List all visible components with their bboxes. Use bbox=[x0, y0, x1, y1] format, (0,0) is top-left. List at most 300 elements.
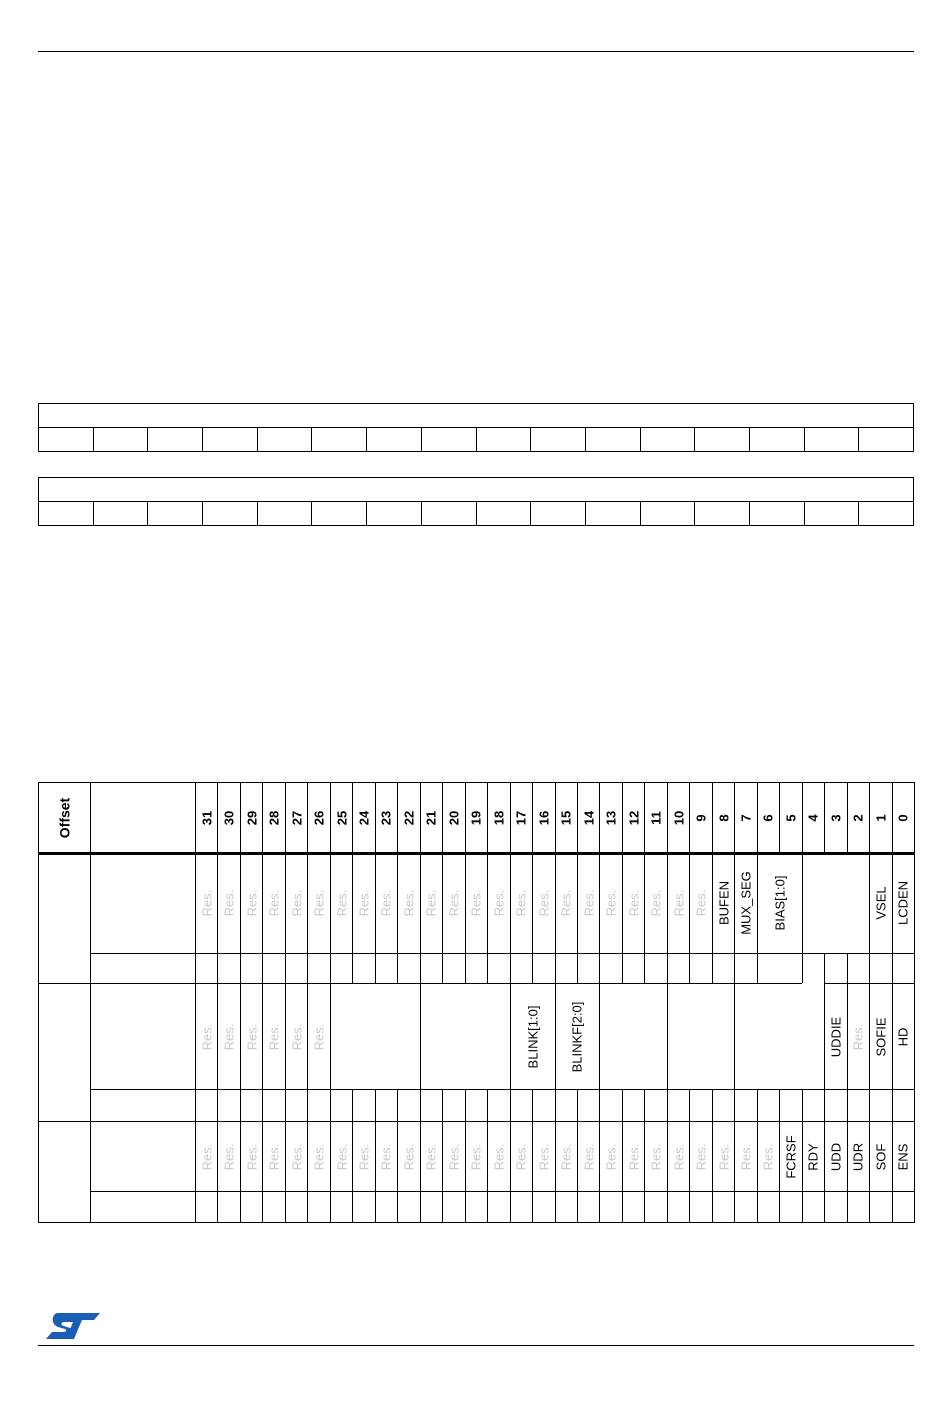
reset-value-cell bbox=[285, 953, 307, 983]
reset-value-cell bbox=[285, 1089, 307, 1121]
table-cell bbox=[476, 428, 531, 452]
reset-value-cell bbox=[622, 1089, 644, 1121]
reserved-field-cell bbox=[442, 852, 464, 953]
register-field-cell bbox=[330, 983, 420, 1089]
table-cell bbox=[203, 502, 258, 526]
reserved-field-cell bbox=[240, 1121, 262, 1191]
bit-number-cell bbox=[285, 782, 307, 852]
register-field-cell bbox=[420, 983, 510, 1089]
bit-number: 29 bbox=[244, 810, 260, 825]
register-field-cell bbox=[892, 852, 914, 953]
reserved-field-label: Res. bbox=[513, 889, 529, 917]
reserved-field-label: Res. bbox=[850, 1023, 866, 1050]
reset-value-cell bbox=[240, 1191, 262, 1223]
reserved-field-cell bbox=[712, 1121, 734, 1191]
reset-value-cell bbox=[577, 1191, 599, 1223]
table-cell bbox=[585, 502, 640, 526]
field-name: MUX_SEG bbox=[738, 871, 754, 935]
offset-header: Offset bbox=[56, 797, 72, 838]
reset-value-cell bbox=[375, 1191, 397, 1223]
reserved-field-label: Res. bbox=[244, 1143, 260, 1170]
register-field-cell bbox=[555, 983, 600, 1089]
register-field-cell bbox=[892, 1121, 914, 1191]
reserved-field-label: Res. bbox=[199, 1023, 215, 1050]
bit-number-cell bbox=[712, 782, 734, 852]
reset-value-cell bbox=[734, 1191, 756, 1223]
reserved-field-label: Res. bbox=[221, 1023, 237, 1050]
reserved-field-label: Res. bbox=[356, 889, 372, 917]
register-map-table bbox=[38, 782, 915, 1223]
table-cell bbox=[39, 502, 94, 526]
reset-value-cell bbox=[465, 1191, 487, 1223]
reset-value-cell bbox=[734, 1089, 756, 1121]
reset-value-cell bbox=[375, 1089, 397, 1121]
reserved-field-cell bbox=[622, 852, 644, 953]
register-offset-cell bbox=[38, 983, 90, 1121]
reserved-field-cell bbox=[757, 1121, 779, 1191]
register-field-cell bbox=[847, 1121, 869, 1191]
reset-value-cell bbox=[712, 1089, 734, 1121]
reserved-field-label: Res. bbox=[513, 1143, 529, 1170]
field-name: BLINK[1:0] bbox=[525, 1005, 541, 1068]
reserved-field-label: Res. bbox=[311, 889, 327, 917]
empty-register-table-1 bbox=[38, 403, 914, 452]
reset-value-cell bbox=[824, 1191, 846, 1223]
reserved-field-label: Res. bbox=[603, 1143, 619, 1170]
reset-value-cell bbox=[487, 1191, 509, 1223]
bit-number: 21 bbox=[423, 810, 439, 825]
reset-value-cell bbox=[622, 1191, 644, 1223]
bit-number: 18 bbox=[491, 810, 507, 825]
register-field-cell bbox=[734, 983, 801, 1089]
reset-value-cell bbox=[779, 1191, 801, 1223]
reset-value-cell bbox=[397, 953, 419, 983]
field-name: UDR bbox=[850, 1142, 866, 1171]
bit-number: 2 bbox=[850, 813, 866, 822]
reset-value-cell bbox=[689, 1191, 711, 1223]
bit-number: 19 bbox=[468, 810, 484, 825]
bit-number-cell bbox=[487, 782, 509, 852]
reserved-field-cell bbox=[285, 983, 307, 1089]
reserved-field-cell bbox=[555, 1121, 577, 1191]
reset-value-cell bbox=[802, 1191, 824, 1223]
reserved-field-cell bbox=[622, 1121, 644, 1191]
reserved-field-cell bbox=[352, 1121, 374, 1191]
reserved-field-label: Res. bbox=[289, 889, 305, 917]
bit-number: 11 bbox=[648, 810, 664, 825]
register-field-cell bbox=[824, 983, 846, 1089]
table-cell bbox=[804, 428, 859, 452]
bit-number: 31 bbox=[199, 810, 215, 825]
bit-number-cell bbox=[892, 782, 914, 852]
field-name: BLINKF[2:0] bbox=[569, 1001, 585, 1072]
table-cell bbox=[257, 428, 312, 452]
reset-value-cell bbox=[420, 1191, 442, 1223]
bit-number: 20 bbox=[446, 810, 462, 825]
bit-number: 23 bbox=[378, 810, 394, 825]
table-cell bbox=[39, 428, 94, 452]
header-rule bbox=[38, 51, 914, 52]
reset-value-cell bbox=[262, 1089, 284, 1121]
bit-number: 0 bbox=[895, 813, 911, 822]
reset-value-cell bbox=[644, 1191, 666, 1223]
reserved-field-label: Res. bbox=[671, 889, 687, 917]
bit-number-cell bbox=[757, 782, 779, 852]
reserved-field-label: Res. bbox=[468, 889, 484, 917]
reset-value-cell bbox=[532, 953, 554, 983]
reserved-field-label: Res. bbox=[356, 1143, 372, 1170]
reserved-field-label: Res. bbox=[378, 889, 394, 917]
table-cell bbox=[585, 428, 640, 452]
reset-value-cell bbox=[487, 953, 509, 983]
reset-value-cell bbox=[555, 1089, 577, 1121]
reset-value-cell bbox=[397, 1089, 419, 1121]
reserved-field-cell bbox=[375, 852, 397, 953]
bit-number: 5 bbox=[783, 813, 799, 822]
bit-number-cell bbox=[824, 782, 846, 852]
reset-value-cell bbox=[577, 1089, 599, 1121]
reserved-field-label: Res. bbox=[244, 1023, 260, 1050]
table-cell bbox=[695, 428, 750, 452]
reset-value-cell bbox=[644, 953, 666, 983]
reserved-field-cell bbox=[285, 852, 307, 953]
table-cell bbox=[531, 502, 586, 526]
reserved-field-label: Res. bbox=[558, 1143, 574, 1170]
reset-value-cell bbox=[307, 953, 329, 983]
reserved-field-cell bbox=[577, 852, 599, 953]
reserved-field-label: Res. bbox=[311, 1023, 327, 1050]
reset-value-cell bbox=[510, 1191, 532, 1223]
reserved-field-cell bbox=[510, 852, 532, 953]
bit-number-cell bbox=[195, 782, 217, 852]
register-field-cell bbox=[779, 1121, 801, 1191]
register-field-cell bbox=[869, 852, 891, 953]
reserved-field-cell bbox=[397, 852, 419, 953]
reset-value-cell bbox=[599, 953, 621, 983]
table-cell bbox=[859, 428, 914, 452]
register-name-cell bbox=[90, 852, 195, 953]
bit-number: 1 bbox=[873, 813, 889, 822]
reset-value-cell bbox=[622, 953, 644, 983]
table-cell bbox=[367, 428, 422, 452]
bit-number-cell bbox=[869, 782, 891, 852]
bit-number: 10 bbox=[671, 810, 687, 825]
reset-value-cell bbox=[667, 1089, 689, 1121]
reserved-field-cell bbox=[667, 1121, 689, 1191]
reserved-field-cell bbox=[420, 852, 442, 953]
reserved-field-label: Res. bbox=[491, 889, 507, 917]
bit-number: 13 bbox=[603, 810, 619, 825]
reset-value-cell bbox=[397, 1191, 419, 1223]
reserved-field-cell bbox=[262, 852, 284, 953]
reset-value-label-cell bbox=[90, 1191, 195, 1223]
reset-value-cell bbox=[240, 1089, 262, 1121]
reset-value-cell bbox=[757, 1089, 779, 1121]
reserved-field-cell bbox=[734, 1121, 756, 1191]
reserved-field-cell bbox=[375, 1121, 397, 1191]
reserved-field-label: Res. bbox=[266, 1023, 282, 1050]
register-name-cell bbox=[90, 983, 195, 1089]
reset-value-cell bbox=[352, 1191, 374, 1223]
bit-number: 9 bbox=[693, 813, 709, 822]
reserved-field-cell bbox=[644, 852, 666, 953]
reset-value-cell bbox=[442, 1191, 464, 1223]
st-logo-shape bbox=[46, 1313, 100, 1339]
reserved-field-cell bbox=[307, 983, 329, 1089]
offset-header-cell bbox=[38, 782, 90, 852]
field-name: SOF bbox=[873, 1143, 889, 1170]
reserved-field-label: Res. bbox=[716, 1143, 732, 1170]
bit-number: 15 bbox=[558, 810, 574, 825]
reset-value-cell bbox=[240, 953, 262, 983]
table-cell bbox=[257, 502, 312, 526]
field-name: RDY bbox=[805, 1142, 821, 1171]
reserved-field-label: Res. bbox=[334, 1143, 350, 1170]
reset-value-cell bbox=[757, 953, 802, 983]
field-name: HD bbox=[895, 1027, 911, 1046]
table-header-cell bbox=[39, 404, 914, 428]
reserved-field-cell bbox=[532, 852, 554, 953]
reserved-field-label: Res. bbox=[221, 889, 237, 917]
reset-value-cell bbox=[847, 953, 869, 983]
reserved-field-cell bbox=[262, 1121, 284, 1191]
table-cell bbox=[148, 502, 203, 526]
bit-number-cell bbox=[622, 782, 644, 852]
table-cell bbox=[421, 428, 476, 452]
register-field-cell bbox=[802, 852, 869, 953]
reserved-field-cell bbox=[195, 852, 217, 953]
reserved-field-cell bbox=[195, 1121, 217, 1191]
reserved-field-label: Res. bbox=[423, 889, 439, 917]
bit-number-cell bbox=[240, 782, 262, 852]
bit-number: 7 bbox=[738, 813, 754, 822]
table-cell bbox=[312, 428, 367, 452]
bit-number-cell bbox=[442, 782, 464, 852]
bit-number-cell bbox=[577, 782, 599, 852]
reset-value-cell bbox=[757, 1191, 779, 1223]
reset-value-cell bbox=[307, 1191, 329, 1223]
bit-number: 26 bbox=[311, 810, 327, 825]
field-name: LCDEN bbox=[895, 880, 911, 926]
table-cell bbox=[312, 502, 367, 526]
table-cell bbox=[695, 502, 750, 526]
table-cell bbox=[367, 502, 422, 526]
reserved-field-cell bbox=[487, 1121, 509, 1191]
bit-number-cell bbox=[465, 782, 487, 852]
reserved-field-label: Res. bbox=[468, 1143, 484, 1170]
bit-number: 14 bbox=[581, 810, 597, 825]
reserved-field-cell bbox=[240, 852, 262, 953]
reset-value-cell bbox=[689, 1089, 711, 1121]
reset-value-cell bbox=[217, 953, 239, 983]
reserved-field-label: Res. bbox=[378, 1143, 394, 1170]
bit-number: 22 bbox=[401, 810, 417, 825]
bit-number: 6 bbox=[760, 813, 776, 822]
reserved-field-label: Res. bbox=[603, 889, 619, 917]
reset-value-label-cell bbox=[90, 1089, 195, 1121]
reset-value-cell bbox=[195, 953, 217, 983]
reserved-field-cell bbox=[689, 1121, 711, 1191]
register-field-cell bbox=[802, 1121, 824, 1191]
bit-number: 25 bbox=[334, 810, 350, 825]
reserved-field-label: Res. bbox=[536, 889, 552, 917]
table-cell bbox=[148, 428, 203, 452]
reserved-field-label: Res. bbox=[401, 889, 417, 917]
reset-value-cell bbox=[330, 953, 352, 983]
reset-value-cell bbox=[779, 1089, 801, 1121]
field-name: ENS bbox=[895, 1143, 911, 1170]
register-field-cell bbox=[869, 1121, 891, 1191]
field-name: VSEL bbox=[873, 886, 889, 920]
bit-number-cell bbox=[375, 782, 397, 852]
empty-register-table-2 bbox=[38, 477, 914, 526]
register-name-header-cell bbox=[90, 782, 195, 852]
reserved-field-label: Res. bbox=[693, 889, 709, 917]
st-logo-icon bbox=[44, 1311, 102, 1341]
reset-value-cell bbox=[420, 1089, 442, 1121]
reset-value-cell bbox=[487, 1089, 509, 1121]
reserved-field-label: Res. bbox=[760, 1143, 776, 1170]
table-cell bbox=[531, 428, 586, 452]
reserved-field-cell bbox=[397, 1121, 419, 1191]
reserved-field-cell bbox=[420, 1121, 442, 1191]
reserved-field-cell bbox=[667, 852, 689, 953]
reset-value-cell bbox=[577, 953, 599, 983]
reset-value-cell bbox=[217, 1089, 239, 1121]
bit-number: 28 bbox=[266, 810, 282, 825]
reset-value-cell bbox=[802, 953, 824, 983]
table-cell bbox=[804, 502, 859, 526]
reset-value-cell bbox=[892, 953, 914, 983]
bit-number-cell bbox=[802, 782, 824, 852]
bit-number-cell bbox=[510, 782, 532, 852]
reset-value-cell bbox=[847, 1191, 869, 1223]
reset-value-cell bbox=[689, 953, 711, 983]
register-field-cell bbox=[869, 983, 891, 1089]
table-cell bbox=[749, 502, 804, 526]
reserved-field-cell bbox=[195, 983, 217, 1089]
register-field-cell bbox=[510, 983, 555, 1089]
reset-value-cell bbox=[892, 1089, 914, 1121]
reset-value-cell bbox=[555, 953, 577, 983]
reset-value-cell bbox=[644, 1089, 666, 1121]
reset-value-cell bbox=[375, 953, 397, 983]
bit-number-cell bbox=[599, 782, 621, 852]
register-field-cell bbox=[712, 852, 734, 953]
reserved-field-cell bbox=[262, 983, 284, 1089]
bit-number-cell bbox=[734, 782, 756, 852]
reserved-field-label: Res. bbox=[693, 1143, 709, 1170]
reset-value-cell bbox=[442, 1089, 464, 1121]
reserved-field-label: Res. bbox=[446, 889, 462, 917]
table-header-cell bbox=[39, 478, 914, 502]
reset-value-cell bbox=[869, 953, 891, 983]
reserved-field-cell bbox=[442, 1121, 464, 1191]
reserved-field-label: Res. bbox=[536, 1143, 552, 1170]
table-cell bbox=[421, 502, 476, 526]
reserved-field-cell bbox=[307, 1121, 329, 1191]
reset-value-cell bbox=[352, 1089, 374, 1121]
reset-value-cell bbox=[352, 953, 374, 983]
register-field-cell bbox=[599, 983, 666, 1089]
bit-number-cell bbox=[644, 782, 666, 852]
field-name: FCRSF bbox=[783, 1134, 799, 1179]
reset-value-cell bbox=[532, 1191, 554, 1223]
bit-number: 8 bbox=[716, 813, 732, 822]
reserved-field-label: Res. bbox=[648, 889, 664, 917]
reset-value-cell bbox=[802, 1089, 824, 1121]
reset-value-cell bbox=[869, 1089, 891, 1121]
reserved-field-label: Res. bbox=[558, 889, 574, 917]
reserved-field-cell bbox=[847, 983, 869, 1089]
bit-number-cell bbox=[532, 782, 554, 852]
reset-value-cell bbox=[555, 1191, 577, 1223]
table-cell bbox=[640, 502, 695, 526]
bit-number-cell bbox=[352, 782, 374, 852]
bit-number-cell bbox=[689, 782, 711, 852]
register-field-cell bbox=[667, 983, 734, 1089]
reset-value-cell bbox=[465, 953, 487, 983]
reserved-field-cell bbox=[532, 1121, 554, 1191]
reserved-field-label: Res. bbox=[401, 1143, 417, 1170]
reserved-field-label: Res. bbox=[199, 889, 215, 917]
bit-number-cell bbox=[667, 782, 689, 852]
reserved-field-label: Res. bbox=[581, 889, 597, 917]
reserved-field-cell bbox=[577, 1121, 599, 1191]
reset-value-cell bbox=[262, 953, 284, 983]
reserved-field-label: Res. bbox=[289, 1023, 305, 1050]
reserved-field-cell bbox=[487, 852, 509, 953]
reserved-field-cell bbox=[465, 1121, 487, 1191]
reserved-field-cell bbox=[217, 852, 239, 953]
reserved-field-cell bbox=[465, 852, 487, 953]
reset-value-cell bbox=[847, 1089, 869, 1121]
reserved-field-label: Res. bbox=[648, 1143, 664, 1170]
reset-value-cell bbox=[667, 953, 689, 983]
bit-number: 24 bbox=[356, 810, 372, 825]
reserved-field-label: Res. bbox=[311, 1143, 327, 1170]
field-name: BIAS[1:0] bbox=[772, 875, 788, 931]
reserved-field-label: Res. bbox=[423, 1143, 439, 1170]
reset-value-cell bbox=[195, 1089, 217, 1121]
reserved-field-label: Res. bbox=[581, 1143, 597, 1170]
reset-value-cell bbox=[217, 1191, 239, 1223]
reset-value-cell bbox=[599, 1089, 621, 1121]
reset-value-cell bbox=[262, 1191, 284, 1223]
reset-value-label-cell bbox=[90, 953, 195, 983]
reset-value-cell bbox=[420, 953, 442, 983]
register-field-cell bbox=[734, 852, 756, 953]
reset-value-cell bbox=[285, 1191, 307, 1223]
reserved-field-label: Res. bbox=[491, 1143, 507, 1170]
table-cell bbox=[640, 428, 695, 452]
reset-value-cell bbox=[712, 1191, 734, 1223]
reserved-field-label: Res. bbox=[334, 889, 350, 917]
reserved-field-cell bbox=[352, 852, 374, 953]
table-cell bbox=[859, 502, 914, 526]
reserved-field-label: Res. bbox=[289, 1143, 305, 1170]
bit-number-cell bbox=[307, 782, 329, 852]
reserved-field-label: Res. bbox=[244, 889, 260, 917]
table-cell bbox=[476, 502, 531, 526]
reserved-field-label: Res. bbox=[626, 889, 642, 917]
reset-value-cell bbox=[532, 1089, 554, 1121]
field-name: BUFEN bbox=[716, 880, 732, 926]
reserved-field-cell bbox=[599, 852, 621, 953]
reserved-field-label: Res. bbox=[221, 1143, 237, 1170]
bit-number: 27 bbox=[289, 810, 305, 825]
reserved-field-cell bbox=[510, 1121, 532, 1191]
